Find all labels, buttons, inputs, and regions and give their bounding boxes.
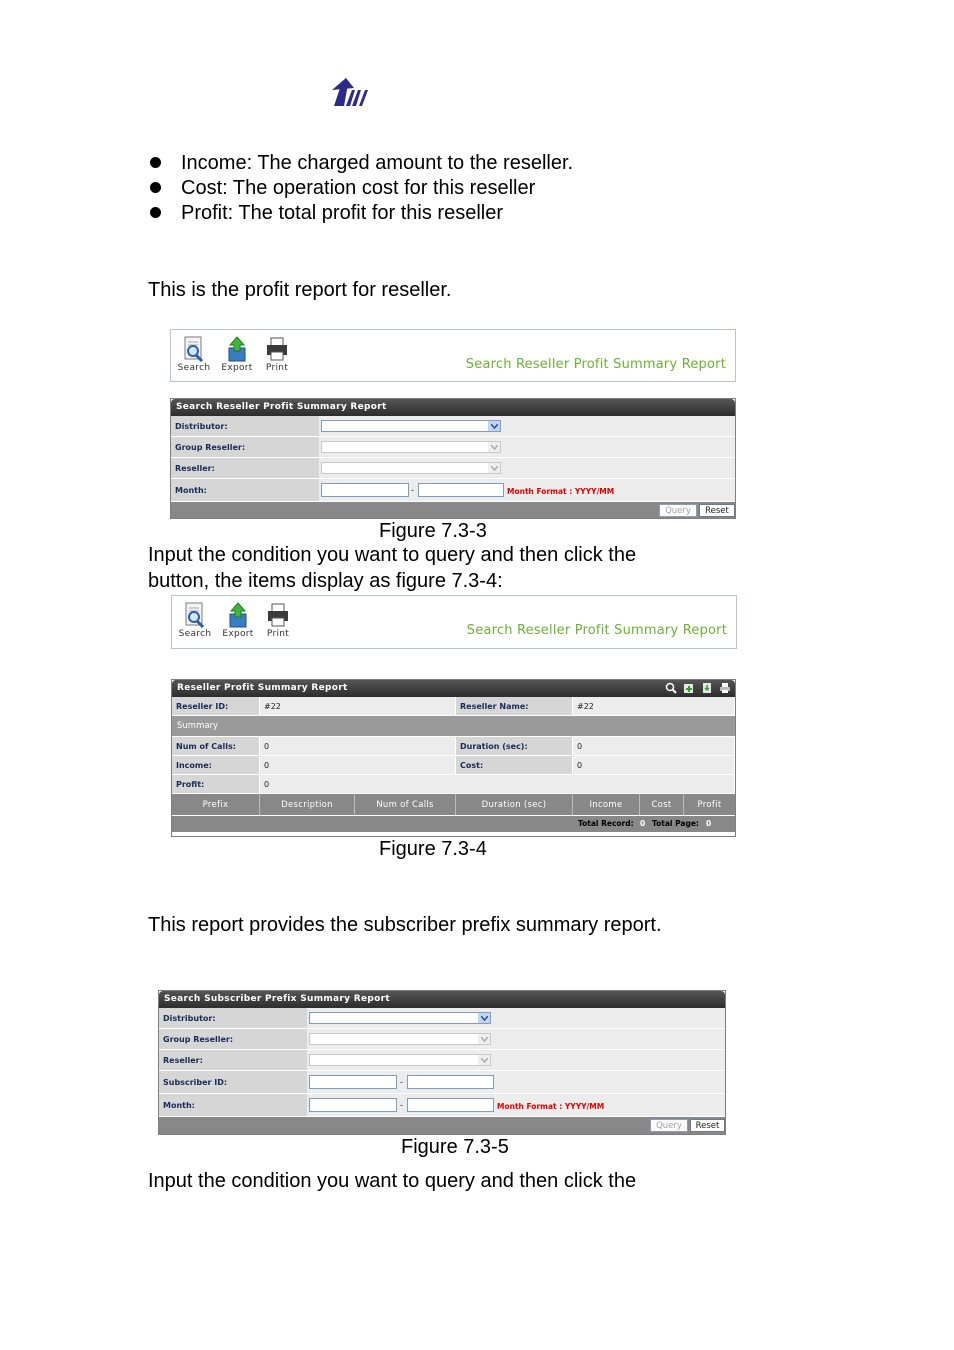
total-page-label: Total Page: (652, 819, 699, 828)
income-value: 0 (260, 756, 456, 774)
print-button[interactable]: Print (257, 336, 297, 373)
profit-label: Profit: (172, 775, 260, 793)
profit-value: 0 (260, 775, 735, 793)
column-cost[interactable]: Cost (640, 794, 684, 815)
subscriber-id-label: Subscriber ID: (159, 1071, 307, 1093)
month-label: Month: (159, 1094, 307, 1116)
toolbar-title: Search Reseller Profit Summary Report (465, 357, 726, 372)
group-reseller-select[interactable] (321, 441, 501, 453)
reseller-row (171, 458, 735, 479)
export-icon (225, 336, 249, 362)
month-from-input[interactable] (321, 483, 409, 497)
reset-button[interactable]: Reset (690, 1119, 725, 1132)
summary-header: Summary (172, 716, 735, 737)
column-profit[interactable]: Profit (697, 799, 722, 810)
num-calls-label: Num of Calls: (172, 737, 260, 755)
company-logo (332, 78, 368, 113)
chevron-down-icon (478, 1055, 490, 1065)
chevron-down-icon (478, 1013, 490, 1023)
duration-label: Duration (sec): (456, 737, 573, 755)
bullet-dot (150, 182, 161, 193)
bullet-cost: Cost: The operation cost for this reseller (181, 177, 536, 199)
income-label: Income: (172, 756, 260, 774)
search-button[interactable]: Search (175, 602, 215, 639)
duration-value: 0 (573, 737, 735, 755)
chevron-down-icon (488, 421, 500, 431)
group-reseller-select[interactable] (309, 1033, 491, 1045)
month-to-input[interactable] (407, 1098, 494, 1112)
report-totals-bar (172, 815, 735, 832)
add-icon[interactable] (683, 682, 695, 694)
total-record-label: Total Record: (578, 819, 634, 828)
export-icon[interactable] (701, 682, 713, 694)
column-prefix[interactable]: Prefix (172, 794, 260, 815)
search-icon[interactable] (665, 682, 677, 694)
chevron-down-icon (478, 1034, 490, 1044)
query-button[interactable]: Query (650, 1119, 688, 1132)
reseller-select[interactable] (321, 462, 501, 474)
toolbar-title: Search Reseller Profit Summary Report (466, 623, 727, 638)
reseller-profit-report-panel (171, 679, 736, 837)
export-button[interactable]: Export (217, 336, 257, 373)
search-reseller-profit-panel (170, 398, 736, 519)
reseller-id-row (172, 697, 735, 716)
distributor-label: Distributor: (159, 1008, 307, 1028)
column-num-calls[interactable]: Num of Calls (355, 794, 456, 815)
distributor-select[interactable] (321, 420, 501, 432)
subscriber-id-row: Subscriber ID: - (159, 1071, 725, 1094)
figure-caption-7-3-4: Figure 7.3-4 (379, 838, 487, 860)
query-button[interactable]: Query (659, 504, 697, 517)
month-row: Month: - Month Format : YYYY/MM (171, 479, 735, 502)
print-icon[interactable] (719, 682, 731, 694)
reseller-id-value: #22 (260, 697, 456, 715)
month-format-hint: Month Format : YYYY/MM (497, 1102, 605, 1111)
search-icon (183, 602, 207, 628)
bullet-dot (150, 157, 161, 168)
distributor-select[interactable] (309, 1012, 491, 1024)
search-subscriber-prefix-panel (158, 990, 726, 1135)
panel-footer (171, 502, 735, 518)
reset-button[interactable]: Reset (699, 504, 735, 517)
panel-title: Search Reseller Profit Summary Report (171, 399, 735, 416)
column-description[interactable]: Description (260, 794, 355, 815)
toolbar-second (171, 595, 737, 649)
panel-tools (665, 682, 731, 694)
paragraph-subscriber-prefix: This report provides the subscriber prefix summary report. (148, 914, 662, 936)
reseller-id-label: Reseller ID: (172, 697, 260, 715)
paragraph-input-condition-2: Input the condition you want to query and then click the (148, 1170, 637, 1192)
cost-label: Cost: (456, 756, 573, 774)
calls-duration-row (172, 737, 735, 756)
group-reseller-label: Group Reseller: (171, 437, 319, 457)
print-icon (266, 602, 290, 628)
reseller-name-label: Reseller Name: (456, 697, 573, 715)
group-reseller-label: Group Reseller: (159, 1029, 307, 1049)
figure-caption-7-3-5: Figure 7.3-5 (401, 1136, 509, 1158)
reseller-label: Reseller: (159, 1050, 307, 1070)
panel-footer (159, 1117, 725, 1134)
distributor-row (159, 1008, 725, 1029)
income-cost-row (172, 756, 735, 775)
print-icon (265, 336, 289, 362)
export-icon (226, 602, 250, 628)
reseller-select[interactable] (309, 1054, 491, 1066)
distributor-label: Distributor: (171, 416, 319, 436)
cost-value: 0 (573, 756, 735, 774)
toolbar-top (170, 329, 736, 382)
report-table-header (172, 794, 735, 815)
chevron-down-icon (488, 463, 500, 473)
figure-caption-7-3-3: Figure 7.3-3 (379, 520, 487, 542)
reseller-label: Reseller: (171, 458, 319, 478)
total-record-value: 0 (640, 819, 646, 828)
group-reseller-row (171, 437, 735, 458)
total-page-value: 0 (706, 819, 712, 828)
bullet-dot (150, 207, 161, 218)
search-icon (182, 336, 206, 362)
search-button[interactable]: Search (174, 336, 214, 373)
reseller-name-value: #22 (573, 697, 735, 715)
num-calls-value: 0 (260, 737, 456, 755)
month-to-input[interactable] (418, 483, 504, 497)
group-reseller-row (159, 1029, 725, 1050)
paragraph-input-condition: Input the condition you want to query and then click the (148, 544, 637, 566)
month-label: Month: (171, 479, 319, 501)
chevron-down-icon (488, 442, 500, 452)
export-button[interactable]: Export (218, 602, 258, 639)
panel-title: Search Subscriber Prefix Summary Report (159, 991, 725, 1008)
bullet-income: Income: The charged amount to the reseller. (181, 152, 574, 174)
profit-row (172, 775, 735, 794)
panel-title: Reseller Profit Summary Report (172, 680, 735, 697)
paragraph-items-display: button, the items display as figure 7.3-4: (148, 570, 503, 592)
column-income[interactable]: Income (573, 794, 640, 815)
month-row: Month: - Month Format : YYYY/MM (159, 1094, 725, 1117)
paragraph-profit-report: This is the profit report for reseller. (148, 279, 452, 301)
month-from-input[interactable] (309, 1098, 397, 1112)
print-button[interactable]: Print (258, 602, 298, 639)
month-format-hint: Month Format : YYYY/MM (507, 487, 615, 496)
subscriber-id-from-input[interactable] (309, 1075, 397, 1089)
reseller-row (159, 1050, 725, 1071)
subscriber-id-to-input[interactable] (407, 1075, 494, 1089)
distributor-row (171, 416, 735, 437)
column-duration[interactable]: Duration (sec) (456, 794, 573, 815)
bullet-profit: Profit: The total profit for this reseller (181, 202, 503, 224)
